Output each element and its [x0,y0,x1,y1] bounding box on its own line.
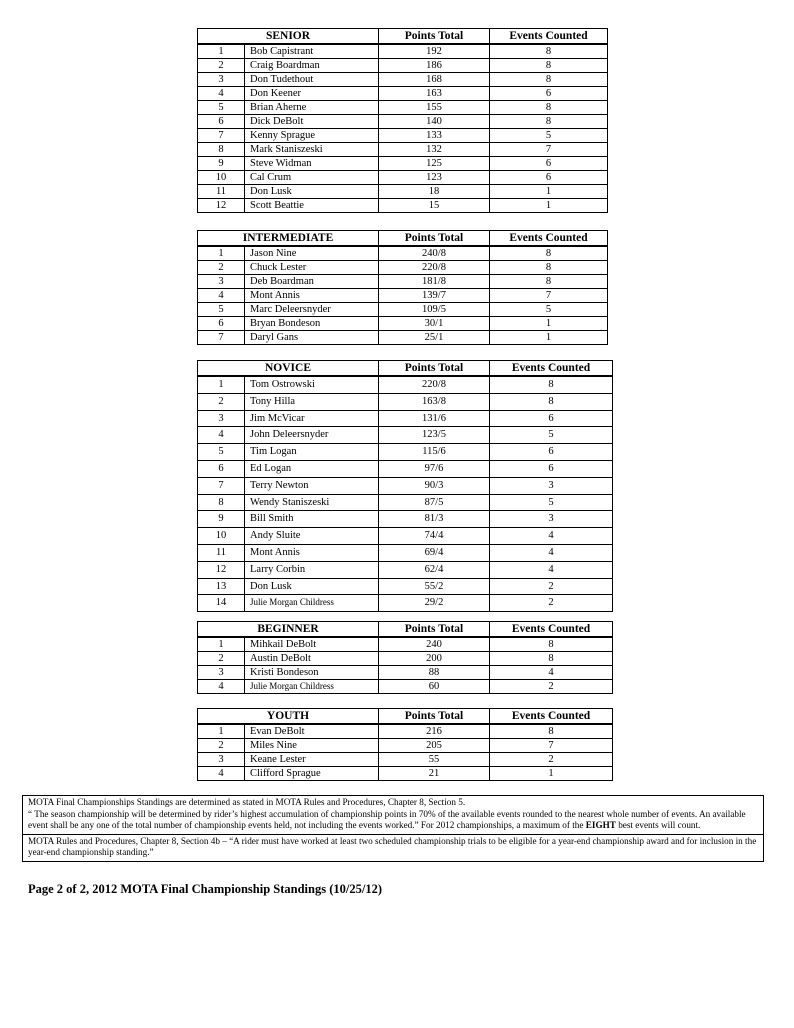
events-cell: 5 [490,129,608,143]
rank-cell: 5 [198,444,245,461]
rank-cell: 6 [198,460,245,477]
points-cell: 55/2 [379,578,490,595]
rank-cell: 3 [198,666,245,680]
table-row [198,724,613,739]
events-cell: 8 [490,59,608,73]
rank-cell: 3 [198,73,245,87]
rank-cell: 2 [198,652,245,666]
rider-name-cell: Kristi Bondeson [245,666,379,680]
table-row [198,637,613,652]
table-row [198,317,608,331]
events-cell: 1 [490,185,608,199]
table-row [198,753,613,767]
events-cell: 6 [490,460,613,477]
table-row [198,561,613,578]
points-cell: 220/8 [379,376,490,393]
points-cell: 29/2 [379,595,490,612]
points-cell: 163 [379,87,490,101]
rank-cell: 6 [198,115,245,129]
rider-name-cell: Miles Nine [245,739,379,753]
rank-cell: 7 [198,129,245,143]
rider-name-cell: Keane Lester [245,753,379,767]
table-row [198,544,613,561]
rider-name-cell: Steve Widman [245,157,379,171]
rider-name-cell: Tim Logan [245,444,379,461]
rider-name-cell: Mont Annis [245,289,379,303]
events-cell: 8 [490,393,613,410]
table-row [198,143,608,157]
points-cell: 140 [379,115,490,129]
table-row [198,477,613,494]
rider-name-cell: Evan DeBolt [245,724,379,739]
standings-body [198,637,613,694]
rank-cell: 8 [198,143,245,157]
standings-body [198,44,608,213]
rider-name-cell: Marc Deleersnyder [245,303,379,317]
events-cell: 1 [490,331,608,345]
rank-cell: 4 [198,427,245,444]
rider-name-cell: Julie Morgan Childress [245,680,379,694]
rider-name-cell: Scott Beattie [245,199,379,213]
events-cell: 8 [490,101,608,115]
table-row [198,494,613,511]
rank-cell: 1 [198,376,245,393]
table-row [198,666,613,680]
table-row [198,115,608,129]
events-cell: 5 [490,494,613,511]
standings-body [198,246,608,345]
events-cell: 6 [490,87,608,101]
rider-name-cell: Andy Sluite [245,528,379,545]
points-cell: 123/5 [379,427,490,444]
points-cell: 168 [379,73,490,87]
rank-cell: 4 [198,289,245,303]
table-row [198,261,608,275]
rank-cell: 10 [198,528,245,545]
novice-standings-table [197,360,613,612]
points-cell: 81/3 [379,511,490,528]
table-row [198,303,608,317]
rank-cell: 2 [198,59,245,73]
events-cell: 2 [490,595,613,612]
points-cell: 30/1 [379,317,490,331]
events-cell: 8 [490,637,613,652]
events-cell: 4 [490,528,613,545]
rider-name-cell: Don Lusk [245,578,379,595]
events-cell: 3 [490,511,613,528]
points-cell: 200 [379,652,490,666]
rider-name-cell: Bryan Bondeson [245,317,379,331]
table-row [198,528,613,545]
events-cell: 1 [490,317,608,331]
rider-name-cell: Bill Smith [245,511,379,528]
rank-cell: 7 [198,477,245,494]
points-cell: 62/4 [379,561,490,578]
points-cell: 97/6 [379,460,490,477]
rank-cell: 1 [198,637,245,652]
points-cell: 109/5 [379,303,490,317]
rider-name-cell: Cal Crum [245,171,379,185]
events-cell: 5 [490,427,613,444]
table-row [198,246,608,261]
events-cell: 8 [490,115,608,129]
rule-quote-end: best events will count. [615,820,701,831]
rule-citation: MOTA Final Championships Standings are determined as stated in MOTA Rules and Procedures, Chapter 8, Section 5. [28,797,466,807]
events-cell: 4 [490,544,613,561]
events-cell: 6 [490,410,613,427]
table-row [198,101,608,115]
rank-cell: 14 [198,595,245,612]
rider-name-cell: Dick DeBolt [245,115,379,129]
table-row [198,376,613,393]
events-cell: 3 [490,477,613,494]
division-title: BEGINNER [198,622,379,638]
events-cell: 8 [490,73,608,87]
events-cell: 8 [490,724,613,739]
table-row [198,44,608,59]
rank-cell: 8 [198,494,245,511]
rank-cell: 7 [198,331,245,345]
events-cell: 4 [490,561,613,578]
rule-emphasis: EIGHT [585,820,616,831]
rule-quote: “ The season championship will be determined by rider’s highest accumulation of championship points in 70% of the available events rounded to the nearest whole number of events. An available event shall be any one of the total number of championship events held, not including the events worked.” For 2012 championships, a maximum of the [28,808,746,831]
rider-name-cell: John Deleersnyder [245,427,379,444]
points-header: Points Total [379,29,490,45]
events-cell: 8 [490,246,608,261]
events-cell: 7 [490,289,608,303]
points-cell: 220/8 [379,261,490,275]
rank-cell: 5 [198,101,245,115]
rank-cell: 4 [198,680,245,694]
table-row [198,410,613,427]
table-row [198,199,608,213]
senior-standings-table [197,28,608,213]
points-cell: 87/5 [379,494,490,511]
rank-cell: 4 [198,767,245,781]
points-cell: 88 [379,666,490,680]
events-cell: 1 [490,767,613,781]
events-cell: 8 [490,652,613,666]
rank-cell: 9 [198,511,245,528]
events-header: Events Counted [490,709,613,725]
events-cell: 8 [490,44,608,59]
rider-name-cell: Don Lusk [245,185,379,199]
rider-name-cell: Wendy Staniszeski [245,494,379,511]
events-cell: 7 [490,143,608,157]
points-cell: 132 [379,143,490,157]
table-row [198,460,613,477]
points-cell: 192 [379,44,490,59]
events-cell: 1 [490,199,608,213]
points-cell: 155 [379,101,490,115]
rider-name-cell: Julie Morgan Childress [245,595,379,612]
events-cell: 6 [490,444,613,461]
table-row [198,185,608,199]
events-cell: 2 [490,578,613,595]
rider-name-cell: Tony Hilla [245,393,379,410]
points-cell: 18 [379,185,490,199]
table-row [198,652,613,666]
table-row [198,427,613,444]
rank-cell: 1 [198,724,245,739]
rider-name-cell: Jason Nine [245,246,379,261]
points-cell: 131/6 [379,410,490,427]
rider-name-cell: Brian Aherne [245,101,379,115]
events-cell: 5 [490,303,608,317]
points-cell: 133 [379,129,490,143]
points-cell: 139/7 [379,289,490,303]
rider-name-cell: Chuck Lester [245,261,379,275]
events-cell: 6 [490,171,608,185]
table-row [198,331,608,345]
championship-rule-note [23,796,763,834]
events-cell: 8 [490,376,613,393]
points-cell: 125 [379,157,490,171]
points-cell: 205 [379,739,490,753]
events-cell: 8 [490,275,608,289]
points-cell: 163/8 [379,393,490,410]
standings-body [198,376,613,612]
table-row [198,393,613,410]
points-cell: 115/6 [379,444,490,461]
table-row [198,73,608,87]
rider-name-cell: Mark Staniszeski [245,143,379,157]
events-cell: 2 [490,680,613,694]
rank-cell: 5 [198,303,245,317]
rank-cell: 11 [198,544,245,561]
rider-name-cell: Craig Boardman [245,59,379,73]
events-header: Events Counted [490,361,613,377]
eligibility-rule-note: MOTA Rules and Procedures, Chapter 8, Section 4b – “A rider must have worked at least two scheduled championship trials to be eligible for a year-end championship award and for inclusion in the year-end championship standing.” [23,834,763,861]
points-cell: 186 [379,59,490,73]
rank-cell: 6 [198,317,245,331]
points-cell: 90/3 [379,477,490,494]
rank-cell: 2 [198,739,245,753]
points-cell: 123 [379,171,490,185]
table-row [198,739,613,753]
points-header: Points Total [379,622,490,638]
points-cell: 25/1 [379,331,490,345]
division-title: INTERMEDIATE [198,231,379,247]
division-title: SENIOR [198,29,379,45]
rider-name-cell: Terry Newton [245,477,379,494]
rank-cell: 10 [198,171,245,185]
events-cell: 4 [490,666,613,680]
division-title: YOUTH [198,709,379,725]
events-cell: 6 [490,157,608,171]
page-footer: Page 2 of 2, 2012 MOTA Final Championship Standings (10/25/12) [28,882,382,896]
rider-name-cell: Mihkail DeBolt [245,637,379,652]
rank-cell: 11 [198,185,245,199]
events-cell: 2 [490,753,613,767]
points-header: Points Total [379,361,490,377]
points-cell: 69/4 [379,544,490,561]
youth-standings-table [197,708,613,781]
points-cell: 21 [379,767,490,781]
table-row [198,444,613,461]
table-row [198,578,613,595]
table-row [198,275,608,289]
beginner-standings-table [197,621,613,694]
rank-cell: 2 [198,261,245,275]
rider-name-cell: Clifford Sprague [245,767,379,781]
rider-name-cell: Don Keener [245,87,379,101]
rider-name-cell: Austin DeBolt [245,652,379,666]
points-cell: 216 [379,724,490,739]
rider-name-cell: Daryl Gans [245,331,379,345]
division-title: NOVICE [198,361,379,377]
rider-name-cell: Mont Annis [245,544,379,561]
points-cell: 240/8 [379,246,490,261]
points-cell: 74/4 [379,528,490,545]
rider-name-cell: Ed Logan [245,460,379,477]
rank-cell: 3 [198,753,245,767]
events-header: Events Counted [490,231,608,247]
table-row [198,59,608,73]
rank-cell: 9 [198,157,245,171]
rank-cell: 12 [198,199,245,213]
intermediate-standings-table [197,230,608,345]
rider-name-cell: Kenny Sprague [245,129,379,143]
rider-name-cell: Don Tudethout [245,73,379,87]
rider-name-cell: Bob Capistrant [245,44,379,59]
table-row [198,157,608,171]
rider-name-cell: Larry Corbin [245,561,379,578]
rank-cell: 3 [198,275,245,289]
events-cell: 8 [490,261,608,275]
rank-cell: 13 [198,578,245,595]
points-cell: 240 [379,637,490,652]
table-row [198,87,608,101]
table-row [198,680,613,694]
rider-name-cell: Deb Boardman [245,275,379,289]
points-header: Points Total [379,709,490,725]
events-header: Events Counted [490,622,613,638]
rules-notes-box [22,795,764,862]
events-cell: 7 [490,739,613,753]
table-row [198,511,613,528]
rider-name-cell: Tom Ostrowski [245,376,379,393]
events-header: Events Counted [490,29,608,45]
points-cell: 15 [379,199,490,213]
rank-cell: 3 [198,410,245,427]
table-row [198,595,613,612]
rank-cell: 1 [198,246,245,261]
points-header: Points Total [379,231,490,247]
table-row [198,767,613,781]
points-cell: 181/8 [379,275,490,289]
points-cell: 55 [379,753,490,767]
rider-name-cell: Jim McVicar [245,410,379,427]
rank-cell: 4 [198,87,245,101]
rank-cell: 12 [198,561,245,578]
table-row [198,129,608,143]
table-row [198,289,608,303]
rank-cell: 1 [198,44,245,59]
standings-body [198,724,613,781]
rank-cell: 2 [198,393,245,410]
table-row [198,171,608,185]
points-cell: 60 [379,680,490,694]
